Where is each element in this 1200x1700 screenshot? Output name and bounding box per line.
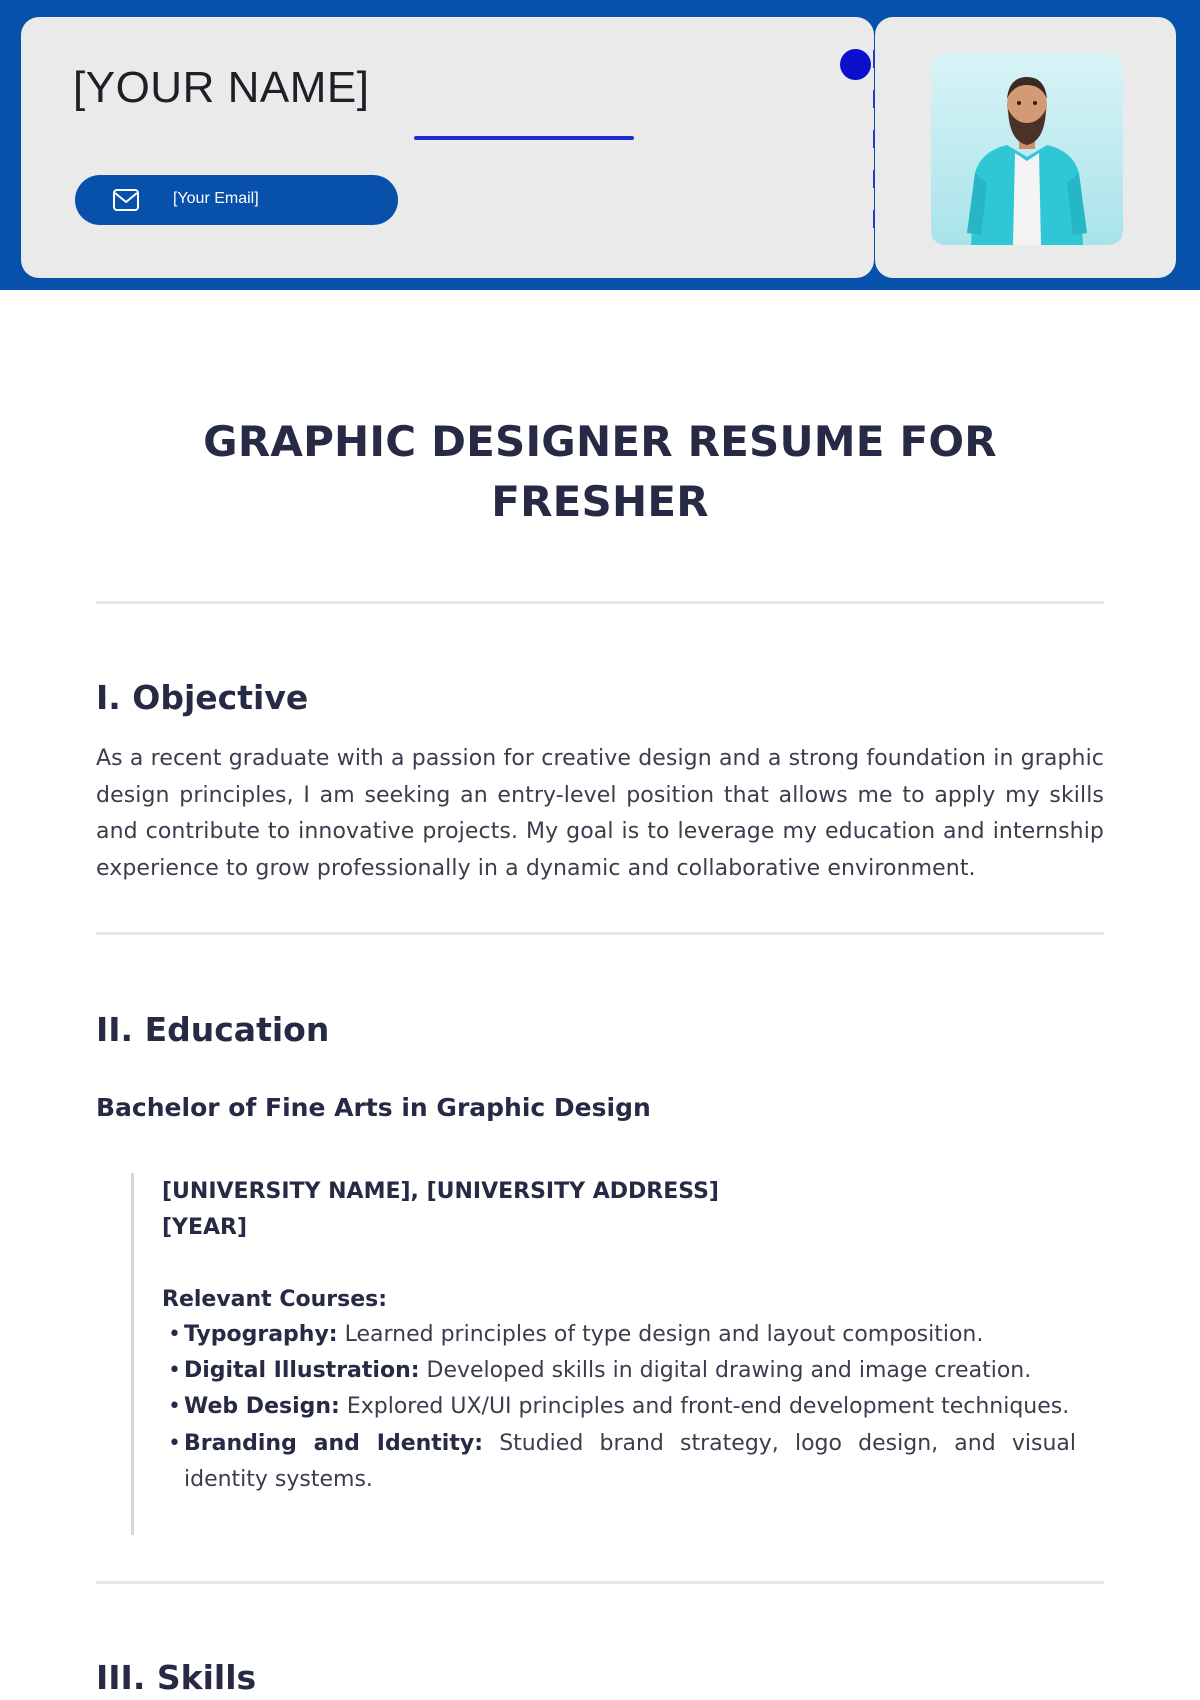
list-item [166,1389,1076,1425]
decorative-dot [840,49,871,80]
course-desc: Developed skills in digital drawing and image creation. [426,1358,1032,1384]
section-divider [96,601,1104,604]
section-divider [96,932,1104,935]
profile-photo-illustration [931,53,1123,245]
university-line: [UNIVERSITY NAME], [UNIVERSITY ADDRESS] [162,1179,719,1204]
course-name: Digital Illustration: [184,1358,420,1384]
name-underline-accent [414,136,634,140]
course-list [166,1317,1076,1498]
list-item [166,1426,1076,1498]
candidate-name: [YOUR NAME] [73,63,370,112]
course-name: Typography: [184,1322,338,1347]
email-badge[interactable] [75,175,398,225]
degree-title: Bachelor of Fine Arts in Graphic Design [96,1093,651,1122]
courses-label: Relevant Courses: [162,1287,388,1312]
list-item [166,1317,1076,1353]
course-desc: Explored UX/UI principles and front-end development techniques. [346,1394,1070,1420]
education-heading: II. Education [96,1010,330,1049]
objective-text: As a recent graduate with a passion for creative design and a strong foundation in graphic design principles, I am seeking an entry-level position that allows me to apply my skills and contribute to innovative projects. My goal is to leverage my education and internship experience to grow professionally in a dynamic and collaborative environment. [96,746,1104,881]
course-name: Branding and Identity: [184,1430,483,1456]
skills-heading: III. Skills [96,1658,257,1697]
course-desc: Learned principles of type design and layout composition. [344,1322,984,1347]
list-item [166,1353,1076,1389]
document-title: GRAPHIC DESIGNER RESUME FOR FRESHER [203,417,997,526]
section-divider [96,1581,1104,1584]
course-desc: Studied brand strategy, logo design, and visual identity systems. [184,1430,1076,1492]
course-name: Web Design: [184,1394,340,1420]
name-card [21,17,874,278]
year-line: [YEAR] [162,1215,248,1240]
profile-photo [931,53,1123,245]
education-details [131,1173,1075,1535]
mail-icon [112,188,140,212]
email-text: [Your Email] [173,190,259,207]
resume-header [0,0,1200,290]
objective-heading: I. Objective [96,678,309,717]
